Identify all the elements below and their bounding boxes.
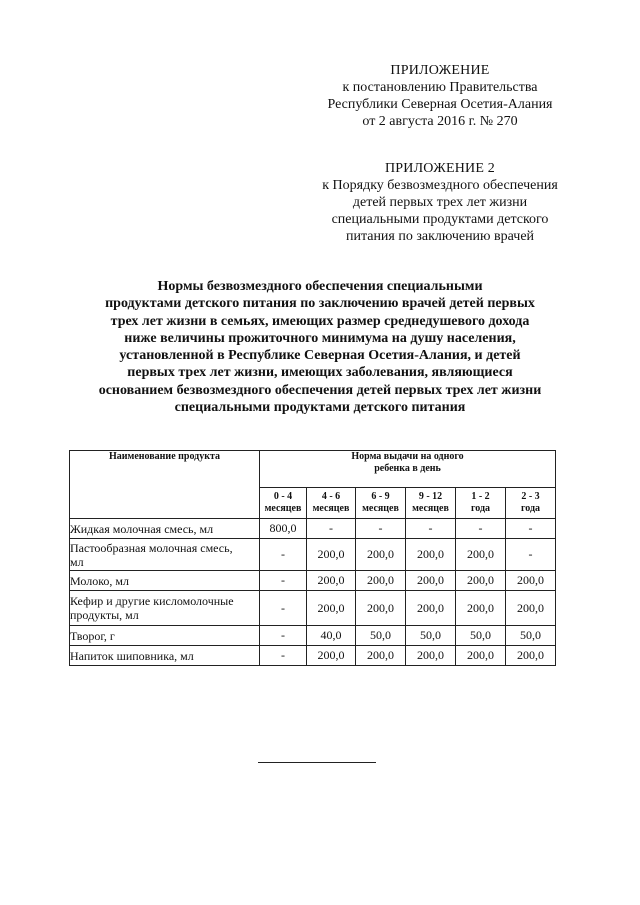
- product-name-line: Кефир и другие кисломолочные: [70, 594, 234, 608]
- product-name-line: Напиток шиповника, мл: [70, 648, 194, 663]
- table-header-row: [70, 451, 556, 488]
- appendix-2-line: специальными продуктами детского: [331, 212, 549, 227]
- age-column-header: [356, 488, 406, 519]
- value-cell: 200,0: [307, 646, 356, 666]
- appendix-2-line: к Порядку безвозмездного обеспечения: [322, 178, 558, 193]
- heading-line: Нормы безвозмездного обеспечения специальными: [157, 279, 483, 294]
- age-column-header: [456, 488, 506, 519]
- value-cell: -: [356, 519, 406, 539]
- value-cell: -: [260, 626, 307, 646]
- product-name-line: Молоко, мл: [70, 573, 130, 588]
- value-cell: -: [260, 539, 307, 571]
- product-name-cell: [70, 646, 260, 666]
- table-row: [70, 591, 556, 626]
- age-range: 9 - 12: [418, 491, 443, 502]
- value-cell: 200,0: [356, 571, 406, 591]
- appendix-1-line: Республики Северная Осетия-Алания: [327, 97, 553, 112]
- heading-line: специальными продуктами детского питания: [174, 400, 466, 416]
- product-name-line: Творог, г: [70, 628, 115, 643]
- appendix-2-block: [300, 160, 580, 245]
- value-cell: -: [506, 539, 556, 571]
- value-cell: 200,0: [406, 571, 456, 591]
- appendix-1-block: [300, 62, 580, 130]
- heading-line: трех лет жизни в семьях, имеющих размер среднедушевого дохода: [110, 313, 530, 329]
- heading-line: установленной в Республике Северная Осетия-Алания, и детей: [119, 348, 521, 364]
- value-cell: 50,0: [356, 626, 406, 646]
- age-column-header: [506, 488, 556, 519]
- product-name-line: мл: [70, 554, 84, 569]
- norm-column-header: [260, 451, 556, 488]
- product-name-line: Пастообразная молочная смесь,: [70, 540, 233, 555]
- value-cell: -: [406, 519, 456, 539]
- value-cell: 200,0: [456, 539, 506, 571]
- age-range: 4 - 6: [321, 491, 341, 502]
- appendix-2-line: детей первых трех лет жизни: [352, 195, 528, 210]
- appendix-2-line: питания по заключению врачей: [345, 229, 535, 244]
- value-cell: 200,0: [456, 591, 506, 626]
- value-cell: 200,0: [456, 571, 506, 591]
- age-unit: года: [520, 503, 541, 514]
- value-cell: 200,0: [506, 571, 556, 591]
- value-cell: 200,0: [456, 646, 506, 666]
- table-row: [70, 626, 556, 646]
- product-name-cell: [70, 626, 260, 646]
- value-cell: 200,0: [307, 571, 356, 591]
- age-unit: месяцев: [412, 503, 449, 514]
- value-cell: 200,0: [406, 646, 456, 666]
- table-row: [70, 571, 556, 591]
- value-cell: 200,0: [356, 539, 406, 571]
- product-header-label: Наименование продукта: [108, 451, 221, 462]
- age-column-header: [260, 488, 307, 519]
- norm-header-line: Норма выдачи на одного: [351, 451, 464, 462]
- value-cell: 200,0: [307, 591, 356, 626]
- age-column-header: [406, 488, 456, 519]
- table-row: [70, 646, 556, 666]
- age-column-header: [307, 488, 356, 519]
- age-range: 2 - 3: [521, 491, 540, 502]
- product-column-header: [70, 451, 260, 519]
- document-heading: [60, 278, 580, 416]
- product-name-line: продукты, мл: [70, 608, 139, 622]
- product-name-cell: [70, 591, 260, 626]
- heading-line: продуктами детского питания по заключению врачей детей первых: [105, 296, 535, 312]
- value-cell: 50,0: [456, 626, 506, 646]
- product-name-line: Жидкая молочная смесь, мл: [70, 521, 214, 536]
- value-cell: -: [260, 646, 307, 666]
- value-cell: -: [260, 591, 307, 626]
- value-cell: -: [260, 571, 307, 591]
- product-name-cell: [70, 571, 260, 591]
- product-name-cell: [70, 539, 260, 571]
- value-cell: 200,0: [356, 646, 406, 666]
- age-unit: месяцев: [264, 503, 302, 514]
- value-cell: 200,0: [506, 646, 556, 666]
- age-unit: месяцев: [312, 503, 350, 514]
- table-row: [70, 519, 556, 539]
- age-unit: месяцев: [362, 503, 399, 514]
- appendix-2-title: ПРИЛОЖЕНИЕ 2: [384, 161, 496, 176]
- value-cell: 200,0: [307, 539, 356, 571]
- appendix-1-title: ПРИЛОЖЕНИЕ: [390, 63, 490, 78]
- value-cell: 50,0: [406, 626, 456, 646]
- value-cell: 800,0: [260, 519, 307, 539]
- heading-line: основанием безвозмездного обеспечения детей первых трех лет жизни: [98, 382, 542, 398]
- value-cell: -: [456, 519, 506, 539]
- value-cell: 50,0: [506, 626, 556, 646]
- appendix-1-line: к постановлению Правительства: [342, 80, 538, 95]
- table-row: [70, 539, 556, 571]
- heading-line: ниже величины прожиточного минимума на душу населения,: [124, 330, 516, 346]
- product-name-cell: [70, 519, 260, 539]
- age-range: 0 - 4: [273, 491, 293, 502]
- value-cell: 200,0: [406, 539, 456, 571]
- age-range: 1 - 2: [471, 491, 490, 502]
- appendix-1-line: от 2 августа 2016 г. № 270: [362, 114, 518, 129]
- norm-header-line: ребенка в день: [374, 463, 441, 474]
- age-unit: года: [470, 503, 491, 514]
- value-cell: 200,0: [406, 591, 456, 626]
- age-range: 6 - 9: [371, 491, 390, 502]
- heading-line: первых трех лет жизни, имеющих заболевания, являющиеся: [127, 365, 513, 381]
- value-cell: 200,0: [356, 591, 406, 626]
- value-cell: 40,0: [307, 626, 356, 646]
- value-cell: -: [506, 519, 556, 539]
- value-cell: 200,0: [506, 591, 556, 626]
- value-cell: -: [307, 519, 356, 539]
- closing-divider-line: [258, 762, 376, 763]
- norms-table: [69, 450, 556, 666]
